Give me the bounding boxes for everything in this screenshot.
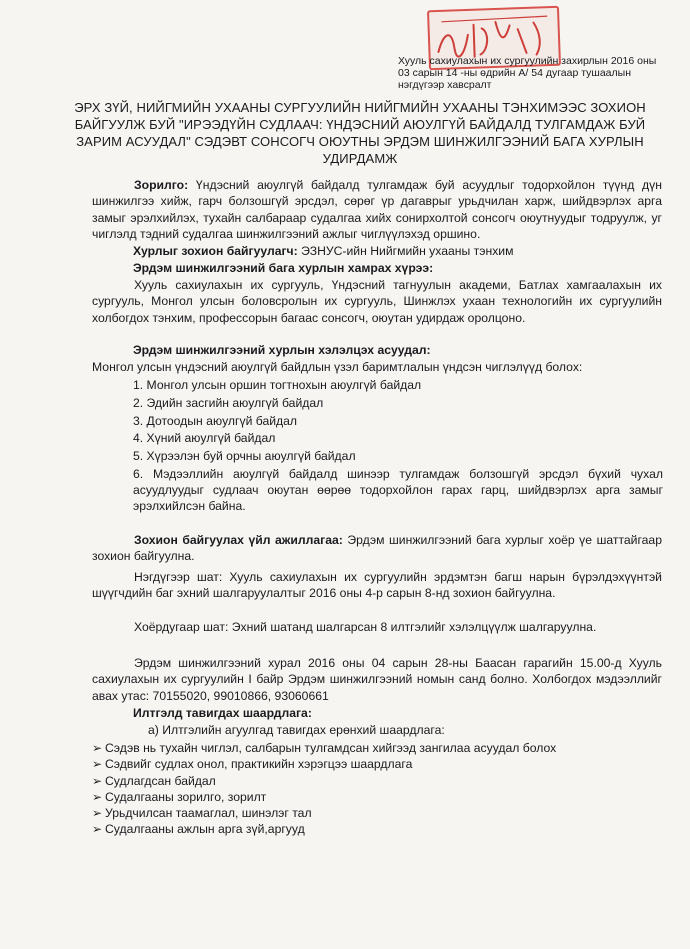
goal-label: Зорилго: bbox=[134, 178, 189, 192]
list-item: ➢ Урьдчилсан таамаглал, шинэлэг тал bbox=[92, 806, 312, 821]
organizer-text: ЭЗНУС-ийн Нийгмийн ухааны тэнхим bbox=[297, 244, 514, 258]
topics-heading: Эрдэм шинжилгээний хурлын хэлэлцэх асуудал: bbox=[133, 343, 431, 357]
list-item: ➢ Судалгааны зорилго, зорилт bbox=[92, 789, 267, 804]
arrow-bullet-icon: ➢ bbox=[92, 789, 103, 804]
arrow-bullet-icon: ➢ bbox=[92, 773, 103, 788]
process-text: Эрдэм шинжилгээний бага хурлыг хоёр үе шаттайгаар зохион байгуулна. bbox=[92, 533, 662, 564]
scope-heading: Эрдэм шинжилгээний бага хурлын хамрах хүрээ: bbox=[133, 261, 434, 275]
list-item: 1. Монгол улсын оршин тогтнохын аюулгүй байдал bbox=[133, 378, 422, 392]
arrow-bullet-icon: ➢ bbox=[92, 822, 103, 837]
process-paragraph bbox=[92, 532, 662, 565]
arrow-bullet-icon: ➢ bbox=[92, 806, 103, 821]
topics-intro: Монгол улсын үндэсний аюулгүй байдлын үзэл баримтлалын үндсэн чиглэлүүд болох: bbox=[92, 360, 583, 374]
meeting-info: Эрдэм шинжилгээний хурал 2016 оны 04 сарын 28-ны Баасан гарагийн 15.00-д Хууль сахиулахын их сургуулийн I байр Эрдэм шинжилгээний номын санд болно. Холбогдох мэдээллийг авах утас: 70155020, 99010866, 93060661 bbox=[92, 656, 662, 703]
list-item: ➢ Сэдвийг судлах онол, практикийн хэрэгцээ шаардлага bbox=[92, 757, 413, 772]
list-item: 6. Мэдээллийн аюулгүй байдалд шинээр тулгамдаж болзошгүй эрсдэл бүхий чухал асуудлуудыг судлаач оюутан өөрөө тодорхойлон гарах гарц, шийдвэрлэх арга замыг эрэлхийлсэн байна. bbox=[133, 466, 663, 514]
arrow-bullet-icon: ➢ bbox=[92, 741, 103, 755]
requirements-list bbox=[92, 740, 662, 838]
topics-list bbox=[133, 377, 663, 516]
scope-text: Хууль сахиулахын их сургууль, Үндэсний тагнуулын академи, Батлах хамгаалахын их сургууль, Монгол улсын боловсролын их сургууль, Шинжлэх ухаан технологийн их сургуулийн холбогдох тэнхим, профессорын багаас сонсогч, оюутан удирдаж оролцоно. bbox=[92, 278, 662, 325]
stage-two: Хоёрдугаар шат: Эхний шатанд шалгарсан 8 илтгэлийг хэлэлцүүлж шалгаруулна. bbox=[134, 620, 597, 634]
list-item: 5. Хүрээлэн буй орчны аюулгүй байдал bbox=[133, 449, 356, 464]
process-label: Зохион байгуулах үйл ажиллагаа: bbox=[134, 533, 343, 547]
requirements-sub: а) Илтгэлийн агуулгад тавигдах ерөнхий шаардлага: bbox=[148, 723, 445, 737]
list-item: 3. Дотоодын аюулгүй байдал bbox=[133, 413, 298, 428]
list-item: ➢ Судалгааны ажлын арга зүй,аргууд bbox=[92, 822, 305, 837]
stage-one: Нэгдүгээр шат: Хууль сахиулахын их сургуулийн эрдэмтэн багш нарын бүрэлдэхүүнтэй шүүгчдийн баг эхний шалгаруулалтыг 2016 оны 4-р сарын 8-нд зохион байгуулна. bbox=[92, 570, 662, 601]
goal-paragraph bbox=[92, 177, 662, 242]
goal-text: Үндэсний аюулгүй байдалд тулгамдаж буй асуудлыг тодорхойлон түүнд дүн шинжилгээ хийж, гарч болзошгүй эрсдэл, сөрөг үр дагаврыг урьдчилан харж, шийдвэрлэх арга замыг эрэлхийлэх, тухайн салбараар судалгаа хийх сонирхолтой сонсогч оюутнуудыг тодруулж, уг чиглэлд тэдний судалгаа шинжилгээний ажлыг чиглүүлэхэд оршино. bbox=[92, 178, 662, 241]
list-item: 4. Хүний аюулгүй байдал bbox=[133, 431, 276, 446]
list-item: ➢ Судлагдсан байдал bbox=[92, 773, 216, 788]
arrow-bullet-icon: ➢ bbox=[92, 757, 103, 772]
document-title: ЭРХ ЗҮЙ, НИЙГМИЙН УХААНЫ СУРГУУЛИЙН НИЙГМИЙН УХААНЫ ТЭНХИМЭЭС ЗОХИОН БАЙГУУЛЖ БУЙ "ИРЭЭДҮЙН СУДЛААЧ: ҮНДЭСНИЙ АЮУЛГҮЙ БАЙДАЛД ТУЛГАМДАЖ БУЙ ЗАРИМ АСУУДАЛ" СЭДЭВТ СОНСОГЧ ОЮУТНЫ ЭРДЭМ ШИНЖИЛГЭЭНИЙ БАГА ХУРЛЫН УДИРДАМЖ bbox=[74, 100, 646, 166]
requirements-heading: Илтгэлд тавигдах шаардлага: bbox=[133, 706, 312, 720]
organizer-line bbox=[133, 243, 663, 259]
appendix-note: Хууль сахиулахын их сургуулийн захирлын 2016 оны 03 сарын 14 -ны өдрийн А/ 54 дугаар тушаалын нэгдүгээр хавсралт bbox=[398, 55, 657, 91]
list-item: ➢ Сэдэв нь тухайн чиглэл, салбарын тулгамдсан хийгээд зангилаа асуудал болох bbox=[92, 741, 557, 755]
list-item: 2. Эдийн засгийн аюулгүй байдал bbox=[133, 395, 324, 410]
organizer-label: Хурлыг зохион байгуулагч: bbox=[133, 244, 298, 258]
